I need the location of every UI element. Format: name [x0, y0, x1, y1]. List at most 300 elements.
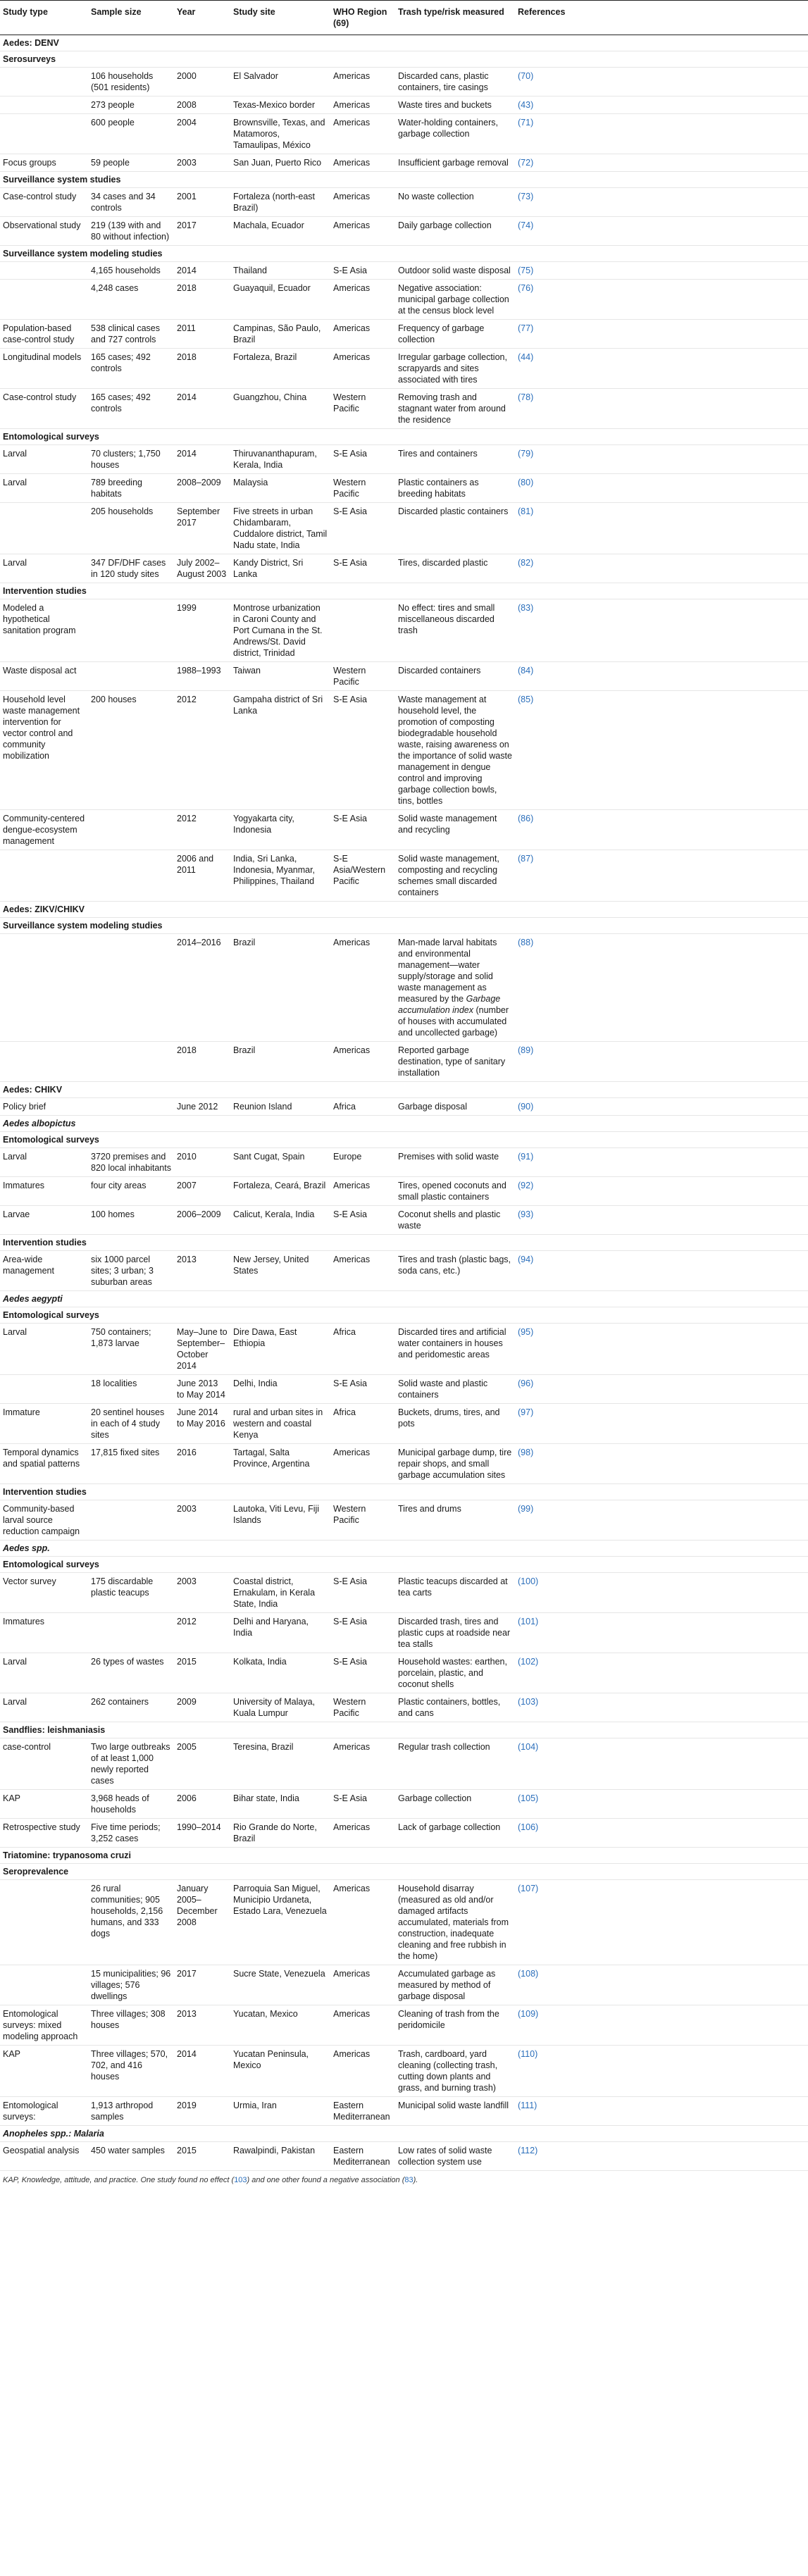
reference-cell[interactable]: (96): [515, 1375, 808, 1404]
section-title: Anopheles spp.: Malaria: [0, 2126, 808, 2142]
reference-cell[interactable]: (83): [515, 599, 808, 662]
trash-type-cell: Discarded tires and artificial water containers in houses and peridomestic areas: [395, 1324, 515, 1375]
year-cell: 2014: [174, 445, 230, 474]
reference-cell[interactable]: (112): [515, 2142, 808, 2171]
study-type-cell: [0, 1375, 88, 1404]
table-row: [0, 2005, 808, 2046]
study-site-cell: Yucatan, Mexico: [230, 2005, 330, 2046]
emphasized-term: Garbage accumulation index: [398, 994, 501, 1015]
study-type-cell: [0, 114, 88, 154]
study-type-cell: Immatures: [0, 1177, 88, 1206]
section-header-row: [0, 1722, 808, 1738]
table-row: [0, 154, 808, 172]
subsection-header-row: [0, 51, 808, 68]
year-cell: 2007: [174, 1177, 230, 1206]
table-row: [0, 1790, 808, 1819]
study-type-cell: [0, 1965, 88, 2005]
trash-type-cell: Municipal solid waste landfill: [395, 2097, 515, 2126]
who-region-cell: Western Pacific: [330, 1693, 395, 1722]
reference-cell[interactable]: (94): [515, 1251, 808, 1291]
year-cell: 2018: [174, 349, 230, 389]
study-site-cell: Kolkata, India: [230, 1653, 330, 1693]
who-region-cell: Americas: [330, 188, 395, 217]
footnote-text-2: ) and one other found a negative association (: [247, 2176, 405, 2184]
subsection-title: Entomological surveys: [0, 429, 808, 445]
table-row: [0, 1738, 808, 1790]
reference-cell[interactable]: (98): [515, 1444, 808, 1484]
reference-cell[interactable]: (81): [515, 503, 808, 554]
reference-cell[interactable]: (97): [515, 1404, 808, 1444]
sample-size-cell: Two large outbreaks of at least 1,000 newly reported cases: [88, 1738, 174, 1790]
study-type-cell: Larval: [0, 554, 88, 583]
reference-cell[interactable]: (110): [515, 2046, 808, 2097]
reference-cell[interactable]: (108): [515, 1965, 808, 2005]
study-site-cell: Brazil: [230, 1042, 330, 1082]
table-row: [0, 1573, 808, 1613]
study-type-cell: Larval: [0, 474, 88, 503]
who-region-cell: Americas: [330, 1251, 395, 1291]
study-site-cell: Yogyakarta city, Indonesia: [230, 810, 330, 850]
study-type-cell: Vector survey: [0, 1573, 88, 1613]
who-region-cell: Americas: [330, 280, 395, 320]
study-type-cell: [0, 68, 88, 97]
sample-size-cell: 18 localities: [88, 1375, 174, 1404]
subsection-title: Surveillance system studies: [0, 172, 808, 188]
subsection-header-row: [0, 1557, 808, 1573]
who-region-cell: Americas: [330, 97, 395, 114]
reference-cell[interactable]: (77): [515, 320, 808, 349]
year-cell: 2006–2009: [174, 1206, 230, 1235]
section-header-row: [0, 35, 808, 51]
who-region-cell: Americas: [330, 1444, 395, 1484]
study-type-cell: [0, 1880, 88, 1965]
trash-type-cell: Outdoor solid waste disposal: [395, 262, 515, 280]
trash-type-cell: Insufficient garbage removal: [395, 154, 515, 172]
sample-size-cell: six 1000 parcel sites; 3 urban; 3 suburban areas: [88, 1251, 174, 1291]
reference-cell[interactable]: (72): [515, 154, 808, 172]
subsection-title: Serosurveys: [0, 51, 808, 68]
reference-cell[interactable]: (104): [515, 1738, 808, 1790]
reference-cell[interactable]: (80): [515, 474, 808, 503]
reference-cell[interactable]: (44): [515, 349, 808, 389]
study-site-cell: Yucatan Peninsula, Mexico: [230, 2046, 330, 2097]
trash-type-cell: Garbage collection: [395, 1790, 515, 1819]
study-site-cell: Malaysia: [230, 474, 330, 503]
study-site-cell: Brownsville, Texas, and Matamoros, Tamaulipas, México: [230, 114, 330, 154]
sample-size-cell: Three villages; 570, 702, and 416 houses: [88, 2046, 174, 2097]
study-type-cell: Larvae: [0, 1206, 88, 1235]
who-region-cell: Western Pacific: [330, 662, 395, 691]
section-header-row: [0, 1541, 808, 1557]
sample-size-cell: 4,248 cases: [88, 280, 174, 320]
study-site-cell: Delhi, India: [230, 1375, 330, 1404]
reference-cell[interactable]: (95): [515, 1324, 808, 1375]
study-type-cell: [0, 850, 88, 902]
year-cell: June 2012: [174, 1098, 230, 1116]
reference-cell[interactable]: (106): [515, 1819, 808, 1848]
reference-cell[interactable]: (85): [515, 691, 808, 810]
reference-cell[interactable]: (109): [515, 2005, 808, 2046]
trash-type-cell: Tires and containers: [395, 445, 515, 474]
reference-cell[interactable]: (91): [515, 1148, 808, 1177]
study-type-cell: KAP: [0, 1790, 88, 1819]
who-region-cell: S-E Asia: [330, 503, 395, 554]
sample-size-cell: 70 clusters; 1,750 houses: [88, 445, 174, 474]
who-region-cell: S-E Asia: [330, 1375, 395, 1404]
trash-type-cell: Plastic containers as breeding habitats: [395, 474, 515, 503]
subsection-header-row: [0, 918, 808, 934]
reference-cell[interactable]: (87): [515, 850, 808, 902]
sample-size-cell: 3,968 heads of households: [88, 1790, 174, 1819]
sample-size-cell: 219 (139 with and 80 without infection): [88, 217, 174, 246]
table-row: [0, 114, 808, 154]
who-region-cell: Africa: [330, 1404, 395, 1444]
study-type-cell: Larval: [0, 1148, 88, 1177]
study-type-cell: [0, 262, 88, 280]
reference-cell[interactable]: (89): [515, 1042, 808, 1082]
table-row: [0, 320, 808, 349]
header-who-region: WHO Region (69): [333, 7, 387, 28]
study-type-cell: Waste disposal act: [0, 662, 88, 691]
section-header-row: [0, 1116, 808, 1132]
table-row: [0, 349, 808, 389]
header-sample-size: Sample size: [91, 7, 142, 17]
year-cell: 2000: [174, 68, 230, 97]
reference-cell[interactable]: (70): [515, 68, 808, 97]
trash-type-cell: Water-holding containers, garbage collection: [395, 114, 515, 154]
sample-size-cell: four city areas: [88, 1177, 174, 1206]
study-site-cell: Five streets in urban Chidambaram, Cuddalore district, Tamil Nadu state, India: [230, 503, 330, 554]
table-row: [0, 1965, 808, 2005]
study-type-cell: [0, 97, 88, 114]
trash-type-cell: No waste collection: [395, 188, 515, 217]
header-trash-type: Trash type/risk measured: [398, 7, 504, 17]
sample-size-cell: [88, 599, 174, 662]
study-type-cell: Entomological surveys: mixed modeling approach: [0, 2005, 88, 2046]
sample-size-cell: 20 sentinel houses in each of 4 study sites: [88, 1404, 174, 1444]
study-type-cell: Community-based larval source reduction campaign: [0, 1500, 88, 1541]
who-region-cell: S-E Asia: [330, 1206, 395, 1235]
trash-type-cell: Tires and trash (plastic bags, soda cans, etc.): [395, 1251, 515, 1291]
section-title: Aedes spp.: [0, 1541, 808, 1557]
study-type-cell: Case-control study: [0, 389, 88, 429]
study-site-cell: Machala, Ecuador: [230, 217, 330, 246]
sample-size-cell: 200 houses: [88, 691, 174, 810]
sample-size-cell: 205 households: [88, 503, 174, 554]
subsection-title: Intervention studies: [0, 583, 808, 599]
study-site-cell: University of Malaya, Kuala Lumpur: [230, 1693, 330, 1722]
footnote-text-3: ).: [413, 2176, 418, 2184]
who-region-cell: S-E Asia: [330, 554, 395, 583]
who-region-cell: Americas: [330, 68, 395, 97]
sample-size-cell: 1,913 arthropod samples: [88, 2097, 174, 2126]
study-site-cell: Parroquia San Miguel, Municipio Urdaneta, Estado Lara, Venezuela: [230, 1880, 330, 1965]
study-type-cell: Larval: [0, 1324, 88, 1375]
who-region-cell: Americas: [330, 154, 395, 172]
year-cell: 2013: [174, 2005, 230, 2046]
table-row: [0, 2142, 808, 2171]
table-row: [0, 188, 808, 217]
year-cell: 1999: [174, 599, 230, 662]
trash-type-cell: Irregular garbage collection, scrapyards and sites associated with tires: [395, 349, 515, 389]
study-site-cell: New Jersey, United States: [230, 1251, 330, 1291]
table-row: [0, 474, 808, 503]
sample-size-cell: 262 containers: [88, 1693, 174, 1722]
subsection-header-row: [0, 1235, 808, 1251]
reference-cell[interactable]: (102): [515, 1653, 808, 1693]
table-row: [0, 68, 808, 97]
section-header-row: [0, 902, 808, 918]
who-region-cell: Americas: [330, 114, 395, 154]
reference-cell[interactable]: (103): [515, 1693, 808, 1722]
year-cell: July 2002–August 2003: [174, 554, 230, 583]
study-type-cell: Policy brief: [0, 1098, 88, 1116]
who-region-cell: Americas: [330, 1177, 395, 1206]
year-cell: September 2017: [174, 503, 230, 554]
reference-cell[interactable]: (92): [515, 1177, 808, 1206]
table-row: [0, 1177, 808, 1206]
study-site-cell: Sucre State, Venezuela: [230, 1965, 330, 2005]
section-title: Aedes: DENV: [0, 35, 808, 51]
year-cell: 2005: [174, 1738, 230, 1790]
subsection-header-row: [0, 172, 808, 188]
table-row: [0, 1206, 808, 1235]
trash-type-cell: Removing trash and stagnant water from around the residence: [395, 389, 515, 429]
study-type-cell: Focus groups: [0, 154, 88, 172]
study-type-cell: Larval: [0, 1653, 88, 1693]
reference-cell[interactable]: (86): [515, 810, 808, 850]
reference-cell[interactable]: (43): [515, 97, 808, 114]
reference-cell[interactable]: (93): [515, 1206, 808, 1235]
trash-type-cell: Discarded trash, tires and plastic cups at roadside near tea stalls: [395, 1613, 515, 1653]
who-region-cell: Western Pacific: [330, 1500, 395, 1541]
study-site-cell: Sant Cugat, Spain: [230, 1148, 330, 1177]
header-references: References: [518, 7, 566, 17]
year-cell: 2003: [174, 154, 230, 172]
year-cell: 2004: [174, 114, 230, 154]
study-site-cell: Fortaleza, Ceará, Brazil: [230, 1177, 330, 1206]
study-type-cell: [0, 280, 88, 320]
subsection-title: Intervention studies: [0, 1235, 808, 1251]
section-title: Triatomine: trypanosoma cruzi: [0, 1848, 808, 1864]
table-row: [0, 389, 808, 429]
who-region-cell: Americas: [330, 349, 395, 389]
study-type-cell: Retrospective study: [0, 1819, 88, 1848]
table-row: [0, 1819, 808, 1848]
table-row: [0, 1613, 808, 1653]
reference-cell[interactable]: (71): [515, 114, 808, 154]
study-site-cell: El Salvador: [230, 68, 330, 97]
reference-cell[interactable]: (88): [515, 934, 808, 1042]
trash-type-cell: Garbage disposal: [395, 1098, 515, 1116]
trash-type-cell: Low rates of solid waste collection system use: [395, 2142, 515, 2171]
table-row: [0, 1500, 808, 1541]
study-site-cell: Rio Grande do Norte, Brazil: [230, 1819, 330, 1848]
trash-type-cell: Premises with solid waste: [395, 1148, 515, 1177]
year-cell: 2016: [174, 1444, 230, 1484]
year-cell: 2014: [174, 262, 230, 280]
year-cell: 2017: [174, 217, 230, 246]
table-row: [0, 599, 808, 662]
subsection-header-row: [0, 1484, 808, 1500]
sample-size-cell: [88, 1613, 174, 1653]
sample-size-cell: [88, 662, 174, 691]
table-row: [0, 445, 808, 474]
reference-cell[interactable]: (82): [515, 554, 808, 583]
footnote-ref-link[interactable]: 83: [404, 2176, 414, 2184]
sample-size-cell: [88, 1042, 174, 1082]
year-cell: 1990–2014: [174, 1819, 230, 1848]
study-site-cell: Fortaleza (north-east Brazil): [230, 188, 330, 217]
subsection-title: Intervention studies: [0, 1484, 808, 1500]
study-type-cell: Larval: [0, 1693, 88, 1722]
sample-size-cell: 3720 premises and 820 local inhabitants: [88, 1148, 174, 1177]
who-region-cell: [330, 599, 395, 662]
subsection-title: Entomological surveys: [0, 1132, 808, 1148]
reference-cell[interactable]: (101): [515, 1613, 808, 1653]
section-title: Aedes: CHIKV: [0, 1082, 808, 1098]
table-row: [0, 850, 808, 902]
who-region-cell: Western Pacific: [330, 389, 395, 429]
reference-cell[interactable]: (73): [515, 188, 808, 217]
table-row: [0, 1404, 808, 1444]
reference-cell[interactable]: (78): [515, 389, 808, 429]
sample-size-cell: 15 municipalities; 96 villages; 576 dwellings: [88, 1965, 174, 2005]
year-cell: January 2005–December 2008: [174, 1880, 230, 1965]
trash-type-cell: Plastic teacups discarded at tea carts: [395, 1573, 515, 1613]
footnote-ref-link[interactable]: 103: [234, 2176, 247, 2184]
study-site-cell: Guangzhou, China: [230, 389, 330, 429]
study-type-cell: Longitudinal models: [0, 349, 88, 389]
section-header-row: [0, 1848, 808, 1864]
study-site-cell: Kandy District, Sri Lanka: [230, 554, 330, 583]
reference-cell[interactable]: (111): [515, 2097, 808, 2126]
study-site-cell: Fortaleza, Brazil: [230, 349, 330, 389]
table-row: [0, 1251, 808, 1291]
sample-size-cell: 106 households (501 residents): [88, 68, 174, 97]
reference-cell[interactable]: (76): [515, 280, 808, 320]
table-footnote: [0, 2171, 808, 2189]
section-header-row: [0, 1082, 808, 1098]
study-site-cell: Texas-Mexico border: [230, 97, 330, 114]
who-region-cell: S-E Asia: [330, 1790, 395, 1819]
year-cell: 2012: [174, 810, 230, 850]
study-type-cell: Observational study: [0, 217, 88, 246]
table-row: [0, 503, 808, 554]
sample-size-cell: 273 people: [88, 97, 174, 114]
table-row: [0, 662, 808, 691]
year-cell: 2019: [174, 2097, 230, 2126]
subsection-header-row: [0, 1864, 808, 1880]
year-cell: June 2013 to May 2014: [174, 1375, 230, 1404]
reference-cell[interactable]: (90): [515, 1098, 808, 1116]
year-cell: 2018: [174, 1042, 230, 1082]
study-site-cell: Calicut, Kerala, India: [230, 1206, 330, 1235]
study-site-cell: Taiwan: [230, 662, 330, 691]
reference-cell[interactable]: (99): [515, 1500, 808, 1541]
trash-type-cell: Solid waste management and recycling: [395, 810, 515, 850]
study-type-cell: KAP: [0, 2046, 88, 2097]
trash-type-cell: Reported garbage destination, type of sanitary installation: [395, 1042, 515, 1082]
year-cell: 2010: [174, 1148, 230, 1177]
reference-cell[interactable]: (74): [515, 217, 808, 246]
trash-type-cell: Solid waste management, composting and recycling schemes small discarded containers: [395, 850, 515, 902]
trash-type-cell: Tires and drums: [395, 1500, 515, 1541]
table-row: [0, 810, 808, 850]
trash-type-cell: Plastic containers, bottles, and cans: [395, 1693, 515, 1722]
sample-size-cell: 34 cases and 34 controls: [88, 188, 174, 217]
table-row: [0, 1375, 808, 1404]
study-type-cell: case-control: [0, 1738, 88, 1790]
study-site-cell: Gampaha district of Sri Lanka: [230, 691, 330, 810]
table-row: [0, 1653, 808, 1693]
sample-size-cell: [88, 850, 174, 902]
study-site-cell: Bihar state, India: [230, 1790, 330, 1819]
table-row: [0, 262, 808, 280]
who-region-cell: Americas: [330, 1819, 395, 1848]
reference-cell[interactable]: (84): [515, 662, 808, 691]
section-title: Aedes albopictus: [0, 1116, 808, 1132]
trash-type-cell: Discarded cans, plastic containers, tire casings: [395, 68, 515, 97]
reference-cell[interactable]: (100): [515, 1573, 808, 1613]
study-site-cell: Coastal district, Ernakulam, in Kerala State, India: [230, 1573, 330, 1613]
year-cell: 2014–2016: [174, 934, 230, 1042]
subsection-title: Surveillance system modeling studies: [0, 246, 808, 262]
study-type-cell: Community-centered dengue-ecosystem management: [0, 810, 88, 850]
study-type-cell: [0, 503, 88, 554]
table-row: [0, 2097, 808, 2126]
study-site-cell: Thailand: [230, 262, 330, 280]
trash-type-cell: Cleaning of trash from the peridomicile: [395, 2005, 515, 2046]
study-site-cell: Guayaquil, Ecuador: [230, 280, 330, 320]
sample-size-cell: Three villages; 308 houses: [88, 2005, 174, 2046]
sample-size-cell: 17,815 fixed sites: [88, 1444, 174, 1484]
who-region-cell: Eastern Mediterranean: [330, 2142, 395, 2171]
study-type-cell: [0, 1042, 88, 1082]
who-region-cell: Americas: [330, 2005, 395, 2046]
table-row: [0, 280, 808, 320]
header-study-type: Study type: [3, 7, 48, 17]
study-type-cell: Larval: [0, 445, 88, 474]
reference-cell[interactable]: (105): [515, 1790, 808, 1819]
who-region-cell: S-E Asia: [330, 262, 395, 280]
year-cell: 2017: [174, 1965, 230, 2005]
who-region-cell: Americas: [330, 217, 395, 246]
trash-type-cell: Daily garbage collection: [395, 217, 515, 246]
trash-type-cell: Solid waste and plastic containers: [395, 1375, 515, 1404]
who-region-cell: Americas: [330, 320, 395, 349]
who-region-cell: S-E Asia: [330, 810, 395, 850]
study-type-cell: Entomological surveys:: [0, 2097, 88, 2126]
sample-size-cell: 347 DF/DHF cases in 120 study sites: [88, 554, 174, 583]
trash-type-cell: Lack of garbage collection: [395, 1819, 515, 1848]
sample-size-cell: 450 water samples: [88, 2142, 174, 2171]
table-row: [0, 1444, 808, 1484]
table-row: [0, 217, 808, 246]
study-site-cell: Dire Dawa, East Ethiopia: [230, 1324, 330, 1375]
study-type-cell: Immature: [0, 1404, 88, 1444]
sample-size-cell: 600 people: [88, 114, 174, 154]
reference-cell[interactable]: (79): [515, 445, 808, 474]
table-row: [0, 1148, 808, 1177]
reference-cell[interactable]: (75): [515, 262, 808, 280]
reference-cell[interactable]: (107): [515, 1880, 808, 1965]
study-type-cell: Case-control study: [0, 188, 88, 217]
subsection-title: Entomological surveys: [0, 1557, 808, 1573]
section-header-row: [0, 2126, 808, 2142]
table-row: [0, 691, 808, 810]
table-body: [0, 35, 808, 2171]
